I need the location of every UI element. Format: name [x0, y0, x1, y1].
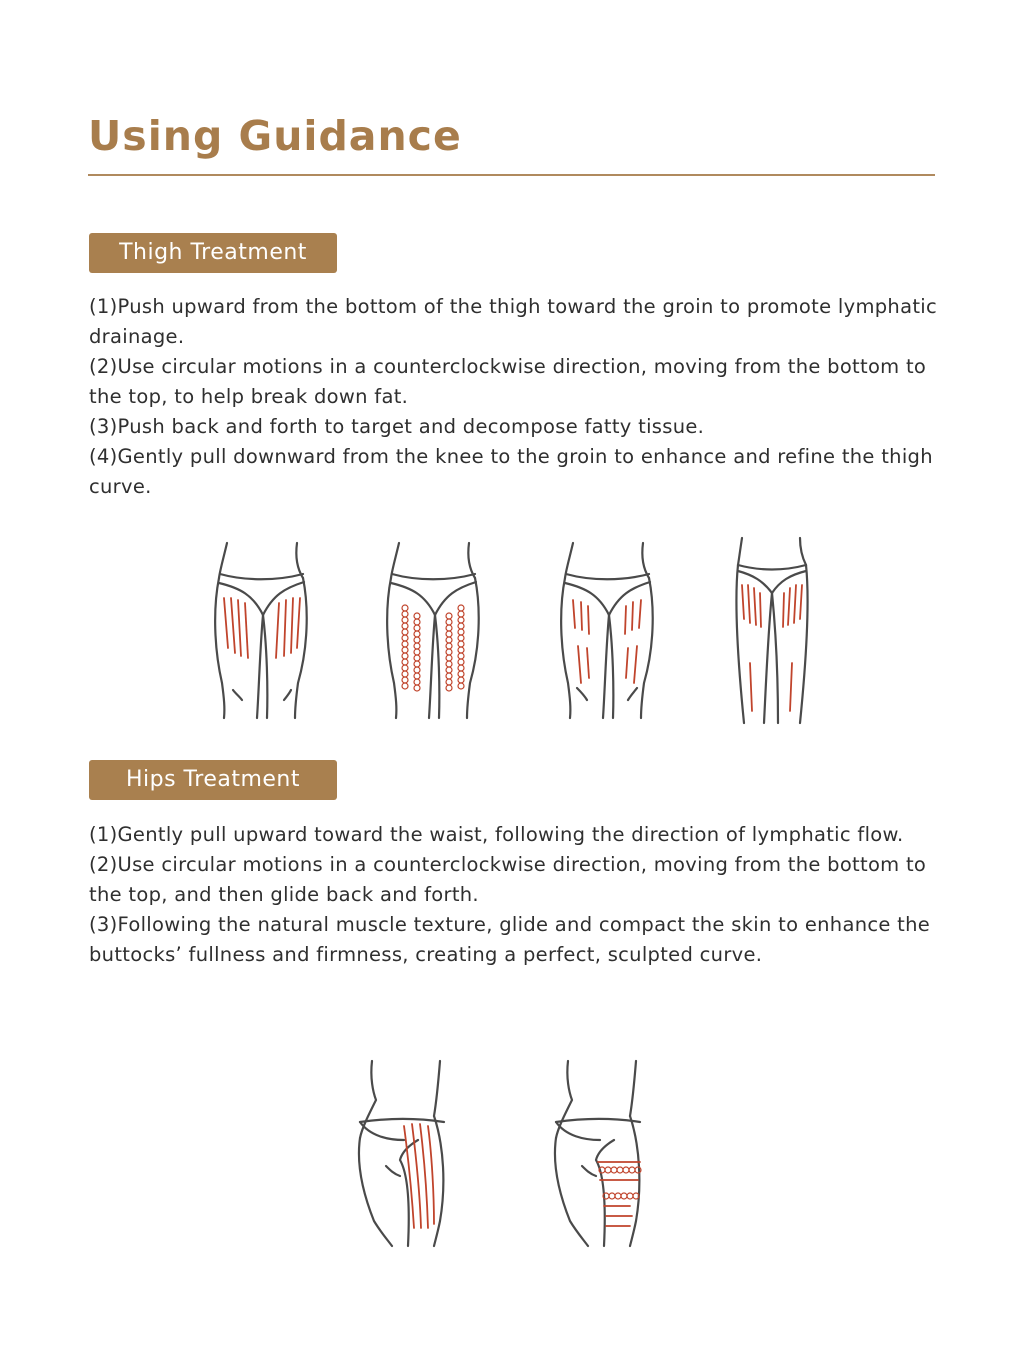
thigh-illustration-4: [728, 533, 818, 728]
thigh-instructions: [89, 292, 939, 502]
thigh-step-4: (4)Gently pull downward from the knee to the groin to enhance and refine the thigh curve.: [89, 445, 933, 498]
hips-instructions: [89, 820, 939, 970]
hips-step-2: (2)Use circular motions in a counterclockwise direction, moving from the bottom to the top, and then glide back and forth.: [89, 853, 927, 906]
hips-step-1: (1)Gently pull upward toward the waist, following the direction of lymphatic flow.: [89, 823, 904, 846]
thigh-illustration-3: [551, 538, 661, 723]
hips-step-3: (3)Following the natural muscle texture, glide and compact the skin to enhance the buttocks’ fullness and firmness, creating a perfect, sculpted curve.: [89, 913, 931, 966]
thigh-step-2: (2)Use circular motions in a counterclockwise direction, moving from the bottom to the top, to help break down fat.: [89, 355, 927, 408]
hips-illustration-2: [544, 1056, 654, 1251]
thigh-illustration-2: [377, 538, 487, 723]
page-title: Using Guidance: [88, 112, 462, 160]
title-divider: [88, 174, 935, 176]
hips-treatment-label: Hips Treatment: [89, 760, 337, 800]
thigh-step-1: (1)Push upward from the bottom of the thigh toward the groin to promote lymphatic drainage.: [89, 295, 938, 348]
thigh-treatment-label: Thigh Treatment: [89, 233, 337, 273]
hips-illustration-1: [348, 1056, 458, 1251]
thigh-step-3: (3)Push back and forth to target and decompose fatty tissue.: [89, 415, 705, 438]
thigh-illustration-1: [205, 538, 315, 723]
